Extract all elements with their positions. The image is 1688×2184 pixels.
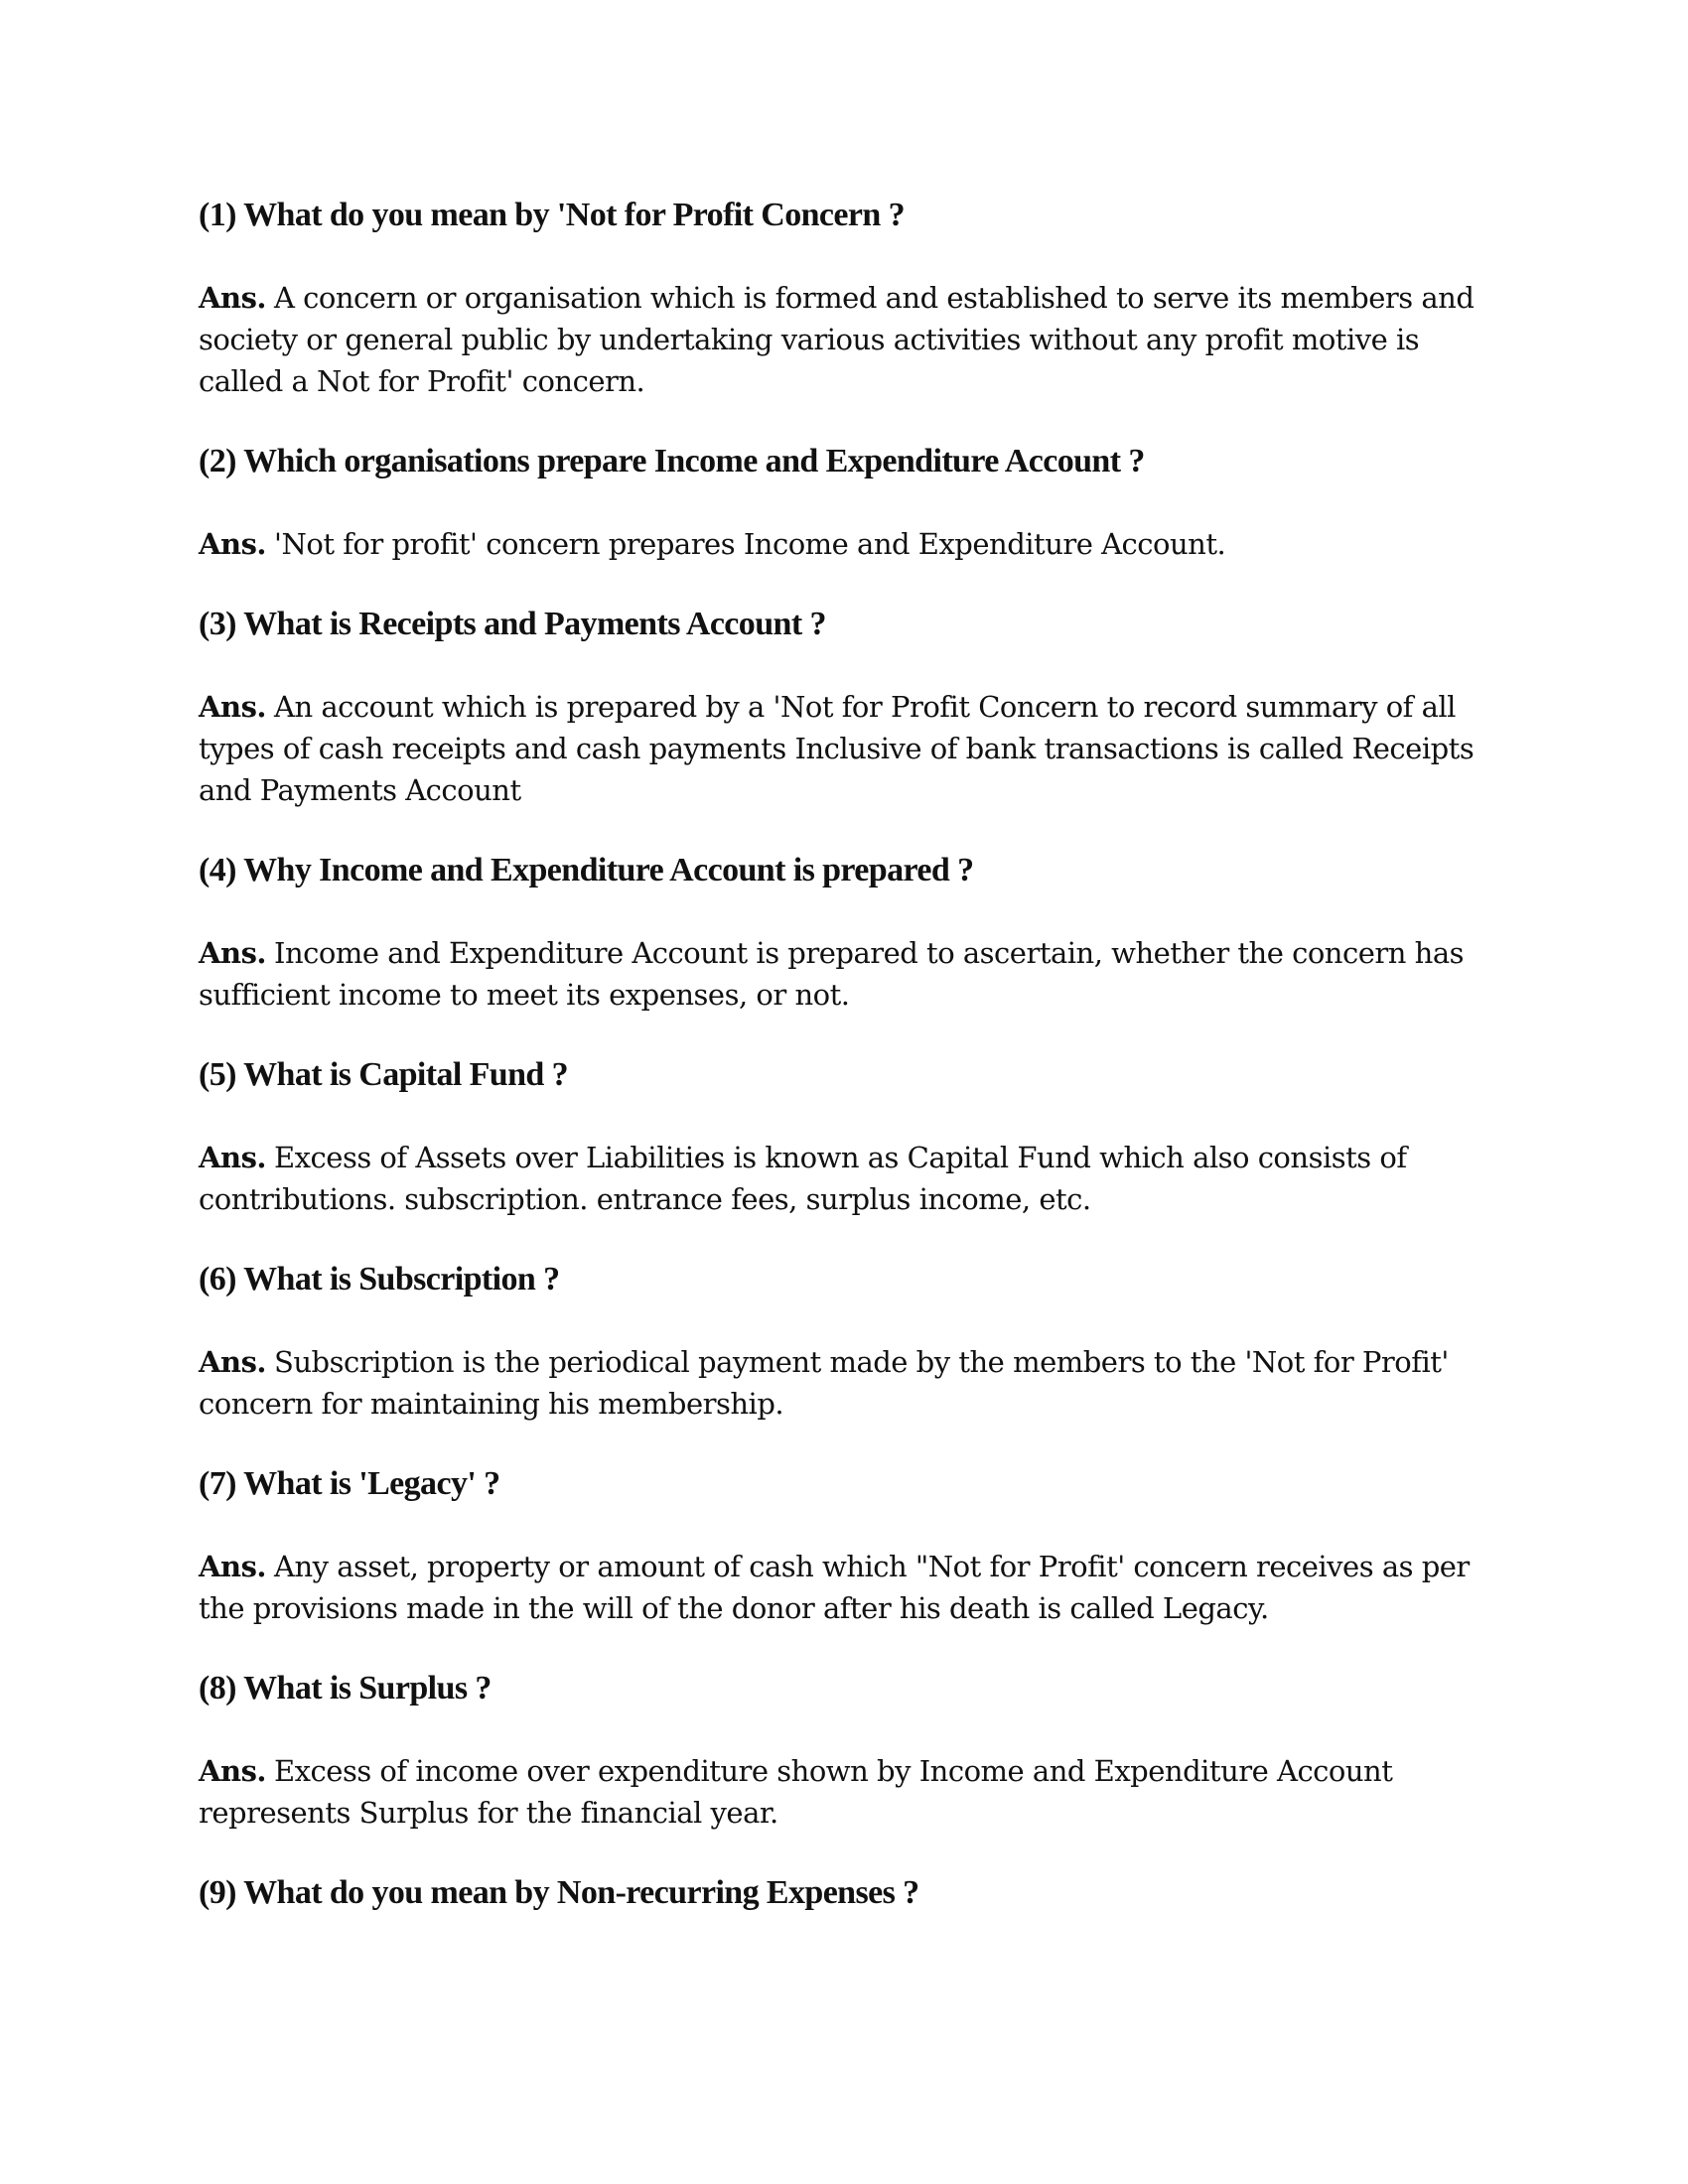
answer-text-3: An account which is prepared by a 'Not for Profit Concern to record summary of all types of cash receipts and cash payments Inclusive of bank transactions is called Receipts and Payments Account xyxy=(199,690,1475,807)
answer-8 xyxy=(199,1750,1499,1834)
answer-4 xyxy=(199,932,1499,1016)
qa-item-2 xyxy=(199,440,1499,565)
qa-item-7 xyxy=(199,1462,1499,1629)
answer-text-4: Income and Expenditure Account is prepared to ascertain, whether the concern has sufficient income to meet its expenses, or not. xyxy=(199,936,1464,1012)
answer-text-1: A concern or organisation which is formed and established to serve its members and society or general public by undertaking various activities without any profit motive is called a Not for Profit' concern. xyxy=(199,281,1475,398)
ans-label: Ans. xyxy=(199,1754,267,1788)
question-3: (3) What is Receipts and Payments Account ? xyxy=(199,606,826,642)
answer-7 xyxy=(199,1546,1499,1629)
question-2: (2) Which organisations prepare Income and Expenditure Account ? xyxy=(199,443,1145,479)
qa-item-5 xyxy=(199,1053,1499,1220)
answer-5 xyxy=(199,1137,1499,1220)
ans-label: Ans. xyxy=(199,1550,267,1583)
qa-item-6 xyxy=(199,1258,1499,1425)
question-6: (6) What is Subscription ? xyxy=(199,1261,560,1297)
question-7: (7) What is 'Legacy' ? xyxy=(199,1465,500,1502)
answer-text-6: Subscription is the periodical payment made by the members to the 'Not for Profit' concern for maintaining his membership. xyxy=(199,1345,1449,1421)
ans-label: Ans. xyxy=(199,1141,267,1174)
qa-item-9 xyxy=(199,1871,1499,1915)
qa-item-3 xyxy=(199,603,1499,811)
answer-6 xyxy=(199,1341,1499,1425)
ans-label: Ans. xyxy=(199,690,267,724)
answer-1 xyxy=(199,277,1499,402)
answer-3 xyxy=(199,686,1499,811)
qa-item-8 xyxy=(199,1667,1499,1834)
question-9: (9) What do you mean by Non-recurring Expenses ? xyxy=(199,1874,919,1911)
question-4: (4) Why Income and Expenditure Account is prepared ? xyxy=(199,852,974,888)
ans-label: Ans. xyxy=(199,281,267,315)
ans-label: Ans. xyxy=(199,936,267,970)
answer-text-5: Excess of Assets over Liabilities is known as Capital Fund which also consists of contributions. subscription. entrance fees, surplus income, etc. xyxy=(199,1141,1407,1216)
answer-text-2: 'Not for profit' concern prepares Income and Expenditure Account. xyxy=(274,527,1226,561)
question-1: (1) What do you mean by 'Not for Profit Concern ? xyxy=(199,197,906,233)
question-8: (8) What is Surplus ? xyxy=(199,1670,492,1706)
qa-item-1 xyxy=(199,194,1499,402)
qa-item-4 xyxy=(199,849,1499,1016)
qa-list xyxy=(199,194,1499,1955)
question-5: (5) What is Capital Fund ? xyxy=(199,1056,569,1093)
ans-label: Ans. xyxy=(199,1345,267,1379)
answer-text-7: Any asset, property or amount of cash which "Not for Profit' concern receives as per the provisions made in the will of the donor after his death is called Legacy. xyxy=(199,1550,1470,1625)
answer-2 xyxy=(199,523,1499,565)
answer-text-8: Excess of income over expenditure shown by Income and Expenditure Account represents Surplus for the financial year. xyxy=(199,1754,1393,1830)
ans-label: Ans. xyxy=(199,527,267,561)
